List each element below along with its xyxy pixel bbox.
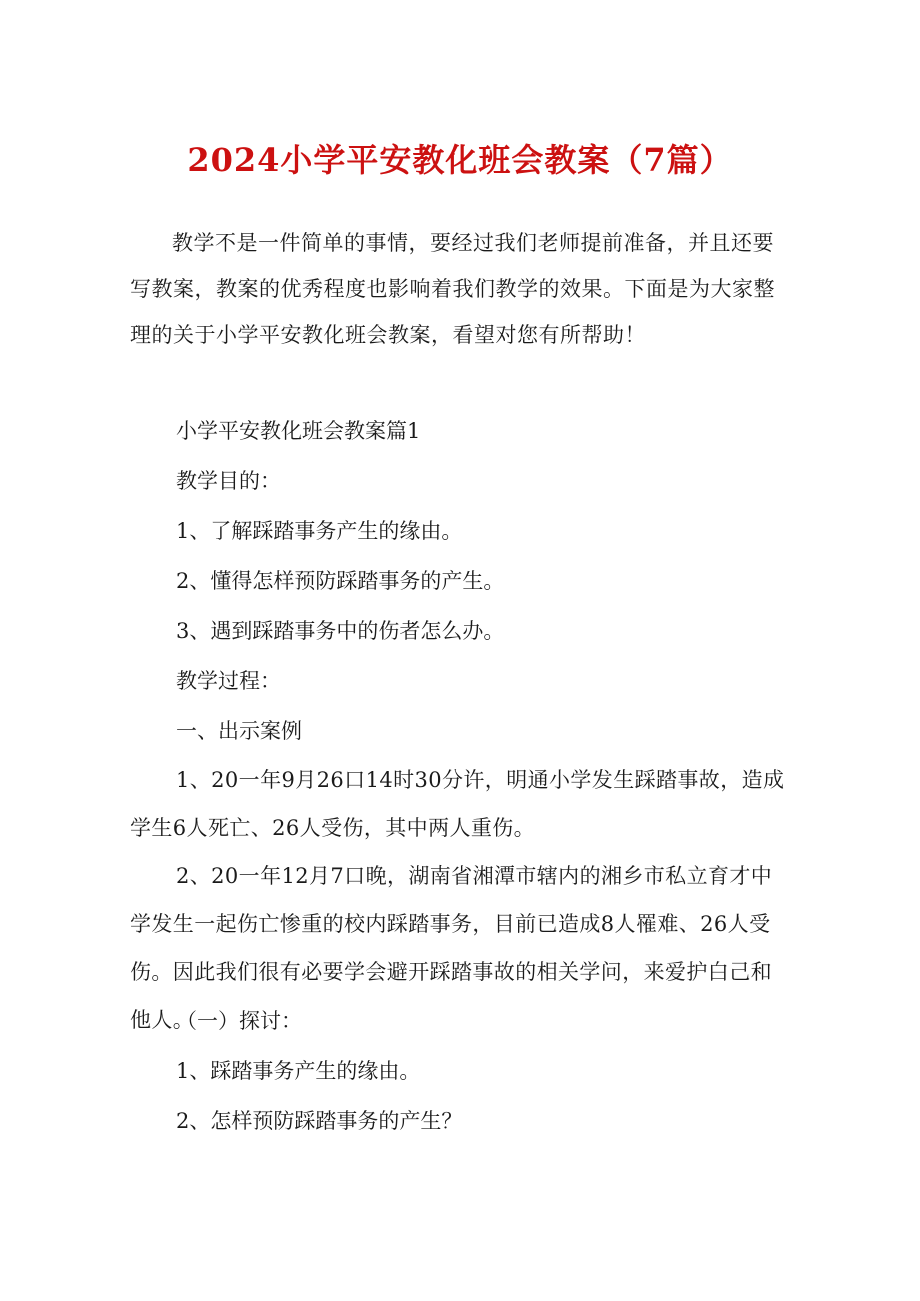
step-one-heading: 一、出示案例	[176, 719, 302, 743]
goal-item: 3、遇到踩踏事务中的伤者怎么办。	[176, 619, 505, 643]
document-title: 2024小学平安教化班会教案（7篇）	[187, 141, 733, 179]
goal-label: 教学目的：	[176, 469, 281, 493]
goal-item: 2、懂得怎样预防踩踏事务的产生。	[176, 569, 505, 593]
intro-paragraph: 教学不是一件简单的事情，要经过我们老师提前准备，并且还要写教案，教案的优秀程度也影响着我们教学的效果。下面是为大家整理的关于小学平安教化班会教案，看望对您有所帮助！	[130, 231, 775, 347]
discussion-item: 1、踩踏事务产生的缘由。	[176, 1059, 421, 1083]
case-paragraph: 2、20一年12月7口晚，湖南省湘潭市辖内的湘乡市私立育才中学发生一起伤亡惨重的校内踩踏事务，目前已造成8人罹难、26人受伤。因此我们很有必要学会避开踩踏事故的相关学问，来爱护白己和他人。	[130, 864, 773, 1032]
process-label: 教学过程：	[176, 669, 281, 693]
goal-item: 1、了解踩踏事务产生的缘由。	[176, 519, 463, 543]
case-paragraph: 1、20一年9月26口14时30分许，明通小学发生踩踏事故，造成学生6人死亡、26人受伤，其中两人重伤。	[130, 768, 785, 840]
discussion-item: 2、怎样预防踩踏事务的产生？	[176, 1109, 463, 1133]
discussion-label: （一）探讨：	[176, 1009, 302, 1033]
section-heading: 小学平安教化班会教案篇1	[176, 419, 421, 443]
